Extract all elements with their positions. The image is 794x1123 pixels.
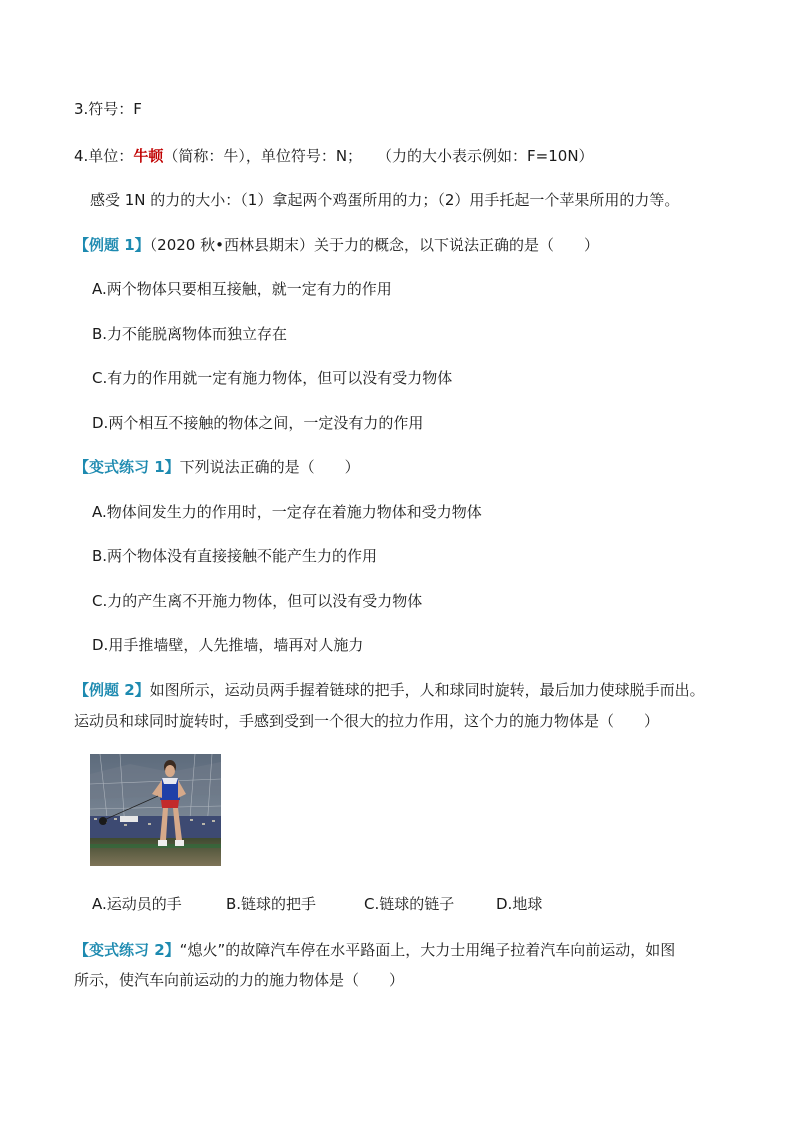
option-text: A.物体间发生力的作用时，一定存在着施力物体和受力物体 (92, 503, 482, 521)
symbol-line (74, 99, 142, 119)
example-1-option-d (92, 413, 423, 433)
option-text: C.力的产生离不开施力物体，但可以没有受力物体 (92, 592, 423, 610)
example-2-option-c: C.链球的链子 (364, 895, 455, 913)
hammer-throw-photo (90, 754, 221, 866)
practice-2-question-line2 (74, 970, 404, 990)
practice-2-text-2: 所示，使汽车向前运动的力的施力物体是（ ） (74, 971, 405, 989)
practice-1-option-d (92, 635, 363, 655)
practice-1-option-c (92, 591, 422, 611)
practice-1-question (74, 457, 360, 477)
example-1-question (74, 235, 599, 255)
practice-1-text: 下列说法正确的是（ ） (179, 458, 360, 476)
unit-highlight: 牛顿 (133, 147, 164, 165)
practice-2-text-1: “熄火”的故障汽车停在水平路面上，大力士用绳子拉着汽车向前运动，如图 (179, 941, 676, 959)
practice-2-question-line1 (74, 940, 675, 960)
example-2-option-a: A.运动员的手 (92, 895, 182, 913)
example-2-tag: 【例题 2】 (74, 681, 150, 699)
feel-1n-line (90, 190, 679, 210)
practice-1-option-b (92, 546, 377, 566)
option-text: B.两个物体没有直接接触不能产生力的作用 (92, 547, 378, 565)
example-2-question-line2 (74, 711, 659, 731)
option-text: A.两个物体只要相互接触，就一定有力的作用 (92, 280, 392, 298)
practice-2-tag: 【变式练习 2】 (74, 941, 180, 959)
example-2-options (92, 894, 542, 914)
example-2-text-1: 如图所示，运动员两手握着链球的把手，人和球同时旋转，最后加力使球脱手而出。 (149, 681, 705, 699)
symbol-text: 3.符号：F (74, 100, 142, 118)
example-2-text-2: 运动员和球同时旋转时，手感到受到一个很大的拉力作用，这个力的施力物体是（ ） (74, 712, 660, 730)
unit-prefix: 4.单位： (74, 147, 134, 165)
example-2-option-b: B.链球的把手 (226, 895, 317, 913)
feel-1n-text: 感受 1N 的力的大小：（1）拿起两个鸡蛋所用的力；（2）用手托起一个苹果所用的力等。 (90, 191, 680, 209)
example-2-question-line1 (74, 680, 705, 700)
option-text: D.用手推墙壁，人先推墙，墙再对人施力 (92, 636, 364, 654)
practice-1-option-a (92, 502, 482, 522)
option-text: D.两个相互不接触的物体之间，一定没有力的作用 (92, 414, 424, 432)
option-text: C.有力的作用就一定有施力物体，但可以没有受力物体 (92, 369, 453, 387)
unit-line (74, 146, 594, 166)
example-1-text: （2020 秋•西林县期末）关于力的概念，以下说法正确的是（ ） (149, 236, 599, 254)
option-text: B.力不能脱离物体而独立存在 (92, 325, 288, 343)
example-2-option-d: D.地球 (496, 895, 543, 913)
example-1-option-c (92, 368, 452, 388)
unit-rest: （简称：牛），单位符号：N； （力的大小表示例如：F=10N） (163, 147, 594, 165)
practice-1-tag: 【变式练习 1】 (74, 458, 180, 476)
example-1-option-b (92, 324, 287, 344)
example-1-tag: 【例题 1】 (74, 236, 150, 254)
example-1-option-a (92, 279, 392, 299)
